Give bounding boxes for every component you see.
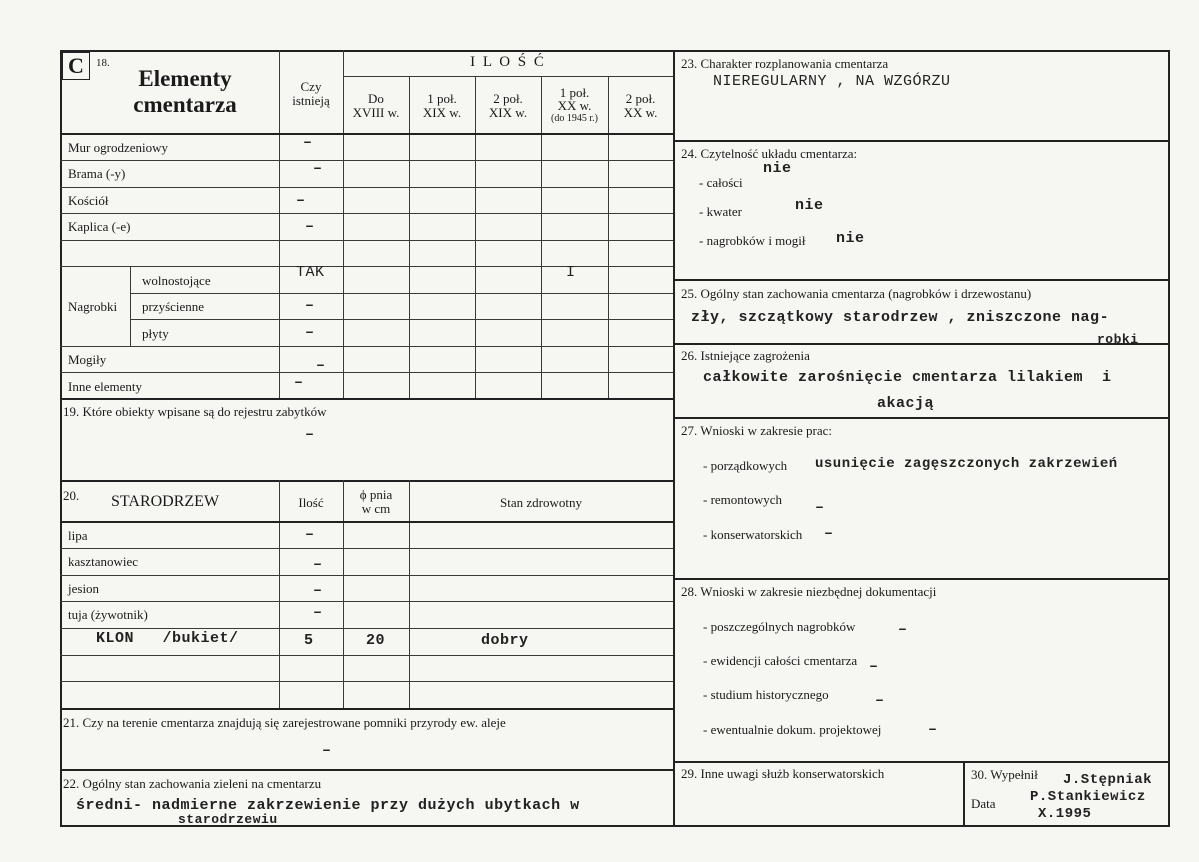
- col-2pol-xix: [475, 92, 541, 120]
- sec28-item-value: –: [869, 658, 879, 675]
- sec29-label: 29. Inne uwagi służb konserwatorskich: [681, 766, 885, 781]
- col-l2: XX w.: [623, 105, 658, 120]
- sec19-value: –: [305, 426, 315, 443]
- col-l1: 2 poł.: [625, 91, 656, 106]
- sec23-value: NIEREGULARNY , NA WZGÓRZU: [713, 73, 951, 90]
- tree-ilosc: –: [313, 604, 323, 621]
- row-value: –: [316, 357, 326, 374]
- row-label: Mogiły: [68, 352, 107, 367]
- sec30-name1: J.Stępniak: [1063, 772, 1153, 788]
- tree-ilosc: –: [305, 526, 315, 543]
- col-pnia: [343, 488, 409, 516]
- tree-label: KLON /bukiet/: [96, 630, 239, 647]
- sec30-label: 30. Wypełnił: [971, 767, 1038, 782]
- col-do-xviii: [343, 92, 409, 120]
- row-value: –: [303, 134, 313, 151]
- sec27-item-label: - remontowych: [703, 492, 783, 507]
- col-czy-line1: Czy: [300, 79, 322, 94]
- col-czy-istnieja: [279, 80, 343, 108]
- sec18-number: 18.: [96, 57, 110, 69]
- tree-label: kasztanowiec: [68, 554, 139, 569]
- sec28-label: 28. Wnioski w zakresie niezbędnej dokumentacji: [681, 584, 937, 599]
- tree-ilosc: –: [313, 582, 323, 599]
- row-label: Brama (-y): [68, 166, 126, 181]
- section-letter: C: [68, 53, 84, 78]
- sec27-item-label: - porządkowych: [703, 458, 788, 473]
- col-pnia-line2: w cm: [361, 501, 391, 516]
- sec24-item-value: nie: [836, 230, 865, 247]
- sec22-line1: średni- nadmierne zakrzewienie przy dużych ubytkach w: [76, 797, 580, 814]
- sec18-title-line2: cmentarza: [133, 92, 237, 117]
- sec26-label: 26. Istniejące zagrożenia: [681, 348, 810, 363]
- col-1pol-xix: [409, 92, 475, 120]
- nagrobki-row-label: płyty: [142, 326, 169, 341]
- col-l2: XIX w.: [422, 105, 462, 120]
- tree-label: jesion: [68, 581, 100, 596]
- sec27-item-value: –: [824, 525, 834, 542]
- col-l2: XIX w.: [488, 105, 528, 120]
- sec24-item-value: nie: [763, 160, 792, 177]
- nagrobki-label: Nagrobki: [68, 299, 118, 314]
- sec24-item-label: - nagrobków i mogił: [699, 233, 806, 248]
- nagrobki-row-value: TAK: [296, 264, 325, 281]
- sec28-item-value: –: [875, 692, 885, 709]
- col-pnia-line1: ϕ pnia: [359, 487, 393, 502]
- nagrobki-row-label: przyścienne: [142, 299, 205, 314]
- sec18-title: [100, 66, 270, 118]
- sec21-label: 21. Czy na terenie cmentarza znajdują się zarejestrowane pomniki przyrody ew. aleje: [63, 715, 506, 730]
- col-ilosc: Ilość: [298, 495, 324, 510]
- col-2pol-xx: [608, 92, 673, 120]
- row-value: –: [305, 218, 315, 235]
- sec21-value: –: [322, 742, 332, 759]
- nagrobki-row-value: –: [305, 324, 315, 341]
- sec22-label: 22. Ogólny stan zachowania zieleni na cmentarzu: [63, 776, 322, 791]
- nagrobki-row-label: wolnostojące: [142, 273, 211, 288]
- sec24-item-label: - całości: [699, 175, 743, 190]
- sec27-item-value: –: [815, 499, 825, 516]
- sec20-number: 20.: [63, 488, 80, 503]
- sec25-line1: zły, szczątkowy starodrzew , zniszczone nag-: [691, 309, 1110, 326]
- tree-ilosc: –: [313, 556, 323, 573]
- sec24-item-label: - kwater: [699, 204, 742, 219]
- nagrobki-row-value: –: [305, 297, 315, 314]
- sec27-label: 27. Wnioski w zakresie prac:: [681, 423, 833, 438]
- tree-label: lipa: [68, 528, 88, 543]
- sec30-name2: P.Stankiewicz: [1030, 789, 1146, 805]
- col-l1: Do: [368, 91, 384, 106]
- col-ilosc-header: I L O Ś Ć: [470, 54, 546, 70]
- col-czy-line2: istnieją: [292, 93, 330, 108]
- sec22-line2: starodrzewiu: [178, 812, 278, 827]
- col-l1: 1 poł.: [427, 91, 457, 106]
- sec27-item-value: usunięcie zagęszczonych zakrzewień: [815, 456, 1118, 472]
- row-value: –: [296, 192, 306, 209]
- sec30-data-label: Data: [971, 796, 996, 811]
- col-l2: XX w.: [557, 98, 592, 113]
- sec26-line1: całkowite zarośnięcie cmentarza lilakiem i: [703, 369, 1112, 386]
- sec28-item-label: - poszczególnych nagrobków: [703, 619, 856, 634]
- row-value: –: [294, 374, 304, 391]
- sec25-line2: robki: [1097, 332, 1139, 347]
- sec27-item-label: - konserwatorskich: [703, 527, 803, 542]
- sec19-label: 19. Które obiekty wpisane są do rejestru zabytków: [63, 404, 327, 419]
- col-stan: Stan zdrowotny: [500, 495, 582, 510]
- col-1pol-xx: [541, 86, 608, 125]
- sec28-item-label: - ewentualnie dokum. projektowej: [703, 722, 882, 737]
- sec28-item-value: –: [898, 621, 908, 638]
- sec30-date: X.1995: [1038, 806, 1092, 822]
- sec24-item-value: nie: [795, 197, 824, 214]
- col-l1: 1 poł.: [559, 85, 590, 100]
- col-l3: (do 1945 r.): [551, 113, 598, 124]
- col-l1: 2 poł.: [493, 91, 523, 106]
- row-value: –: [313, 160, 323, 177]
- row-label: Kościół: [68, 193, 109, 208]
- sec28-item-label: - ewidencji całości cmentarza: [703, 653, 858, 668]
- section-letter-box: [62, 52, 90, 80]
- row-label: Kaplica (-e): [68, 219, 131, 234]
- row-label: Inne elementy: [68, 379, 142, 394]
- tree-ilosc: 5: [304, 632, 314, 649]
- sec18-title-line1: Elementy: [138, 66, 232, 91]
- sec26-line2: akacją: [877, 395, 935, 412]
- sec24-label: 24. Czytelność układu cmentarza:: [681, 146, 858, 161]
- tree-pnia: 20: [366, 632, 386, 649]
- tree-label: tuja (żywotnik): [68, 607, 148, 622]
- nagrobki-xx1-value: I: [566, 264, 576, 281]
- sec20-title: STARODRZEW: [111, 493, 220, 510]
- sec28-item-value: –: [928, 721, 938, 738]
- col-l2: XVIII w.: [352, 105, 400, 120]
- row-label: Mur ogrodzeniowy: [68, 140, 169, 155]
- sec25-label: 25. Ogólny stan zachowania cmentarza (nagrobków i drzewostanu): [681, 286, 1032, 301]
- tree-stan: dobry: [481, 632, 529, 649]
- sec23-label: 23. Charakter rozplanowania cmentarza: [681, 56, 889, 71]
- sec28-item-label: - studium historycznego: [703, 687, 829, 702]
